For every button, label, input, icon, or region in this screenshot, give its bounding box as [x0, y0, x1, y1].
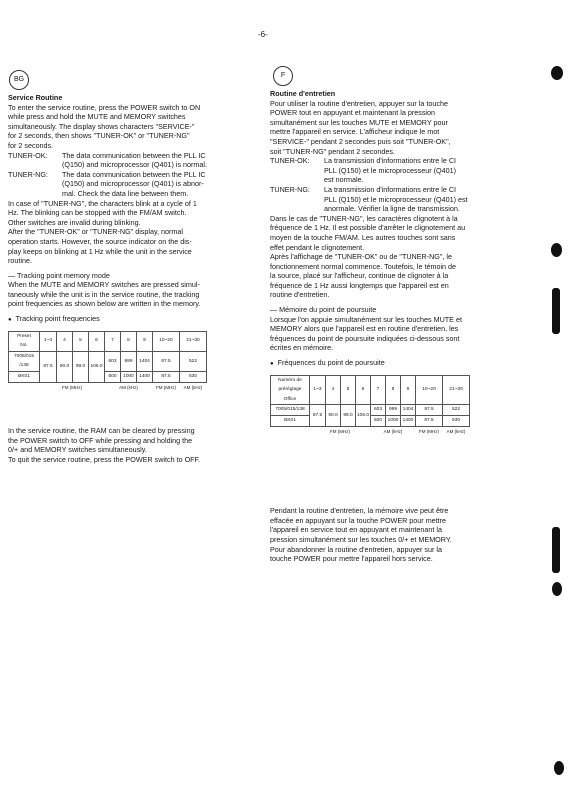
english-column [8, 93, 256, 465]
language-badge-en: BG [9, 70, 29, 90]
binding-mark [552, 527, 560, 573]
fr-tuner-ok: TUNER-OK: La transmission d'informations entre le CI PLL (Q150) et le microprocesseur (Q401) est normale. [270, 156, 457, 185]
language-badge-fr: F [273, 66, 293, 86]
punch-hole-mark [552, 582, 562, 596]
fr-title: Routine d'entretien [270, 89, 336, 98]
en-frequency-table: Preset No. 1~3 4 5 6 7 8 9 10~20 21~30 7005/015 /138 87.5 90.0 98.0 106.0 603 999 1404 87.5 522 BK01 600 1000 1400 87.5 530 FM (MHz) AM (kHz) FM (MHz) AM (kHz) [8, 331, 207, 393]
en-memory-title: — Tracking point memory mode [8, 270, 110, 280]
fr-frequency-table: Numéro de préréglage Office 1~3 4 5 6 7 8 9 10~20 21~30 7005/015/138 87.5 90.0 98.0 106.0 603 999 1404 87.5 522 BK01 600 1000 1400 87.5 530 FM (MHz) AM (kHz) FM (MHz) AM (kHz) [270, 375, 470, 437]
fr-freq-title: ● Fréquences du point de poursuite [270, 358, 520, 370]
en-tuner-ng: TUNER-NG: The data communication between the PLL IC (Q150) and microprocessor (Q401) is abnor- mal. Check the data line between them. [8, 169, 206, 198]
fr-memory-title: — Mémoire du point de poursuite [270, 305, 377, 315]
page-number: -6- [258, 30, 268, 39]
punch-hole-mark [551, 66, 563, 80]
en-freq-title: ● Tracking point frequencies [8, 314, 256, 326]
punch-hole-mark [554, 761, 564, 775]
en-intro: To enter the service routine, press the POWER switch to ON while press and hold the MUTE and MEMORY switches simultaneously. The display shows characters "SERVICE-" for 2 seconds, then shows "TUNER-OK" or "TUNER-NG" for 2 seconds. [8, 102, 201, 150]
en-tuner-ok: TUNER-OK: The data communication between the PLL IC (Q150) and microprocessor (Q401) is normal. [8, 150, 207, 170]
fr-clear-text: Pendant la routine d'entretien, la mémoire vive peut être effacée en appuyant sur la touche POWER pour mettre l'appareil en service tout en appuyant et maintenant la pression simultanément sur les touches 0/+ et MEMORY. Pour abandonner la routine d'entretien, appuyer sur la touche POWER pour mettre l'appareil hors service. [270, 506, 452, 564]
punch-hole-mark [551, 243, 562, 257]
en-clear-text: In the service routine, the RAM can be cleared by pressing the POWER switch to OFF while pressing and holding the 0/+ and MEMORY switches simultaneously. To quit the service routine, press the POWER switch to OFF. [8, 426, 201, 464]
en-title: Service Routine [8, 93, 63, 102]
fr-intro: Pour utiliser la routine d'entretien, appuyer sur la touche POWER tout en appuyant et maintenant la pression simultanément sur les touches MUTE et MEMORY pour mettre l'appareil en service. L'afficheur indique le mot "SERVICE-" pendant 2 secondes puis soit "TUNER-OK", soit "TUNER-NG" pendant 2 secondes. [270, 98, 451, 156]
en-memory-text: When the MUTE and MEMORY switches are pressed simul- taneously while the unit is in the service routine, the tracking point frequencies as shown below are written in the memory. [8, 280, 201, 309]
fr-tuner-ng: TUNER-NG: La transmission d'informations entre le CI PLL (Q150) et le microprocesseur (Q401) est anormale. Vérifier la ligne de transmission. [270, 184, 468, 214]
fr-memory-text: Lorsque l'on appuie simultanément sur les touches MUTE et MEMORY alors que l'appareil est en routine d'entretien, les fréquences du point de poursuite indiquées ci-dessous sont écrites en mémoire. [270, 314, 462, 353]
fr-body: Dans le cas de "TUNER-NG", les caractères clignotent à la fréquence de 1 Hz. Il est possible d'arrêter le clignotement au moyen de la touche FM/AM. Les autres touches sont sans effet pendant le clignotement. Après l'affichage de "TUNER-OK" ou de "TUNER-NG", le fonctionnement normal commence. Toutefois, le témoin de la source, placé sur l'afficheur, continue de clignoter à la fréquence de 1 Hz aussi longtemps que l'appareil est en routine d'entretien. [270, 213, 466, 300]
en-body: In case of "TUNER-NG", the characters blink at a cycle of 1 Hz. The blinking can be stopped with the FM/AM switch. Other switches are invalid during blinking. After the "TUNER-OK" or "TUNER-NG" display, normal operation starts. However, the source indicator on the dis- play keeps on blinking at 1 Hz while the unit in the service routine. [8, 198, 197, 266]
french-column [270, 89, 520, 564]
binding-mark [552, 288, 560, 334]
